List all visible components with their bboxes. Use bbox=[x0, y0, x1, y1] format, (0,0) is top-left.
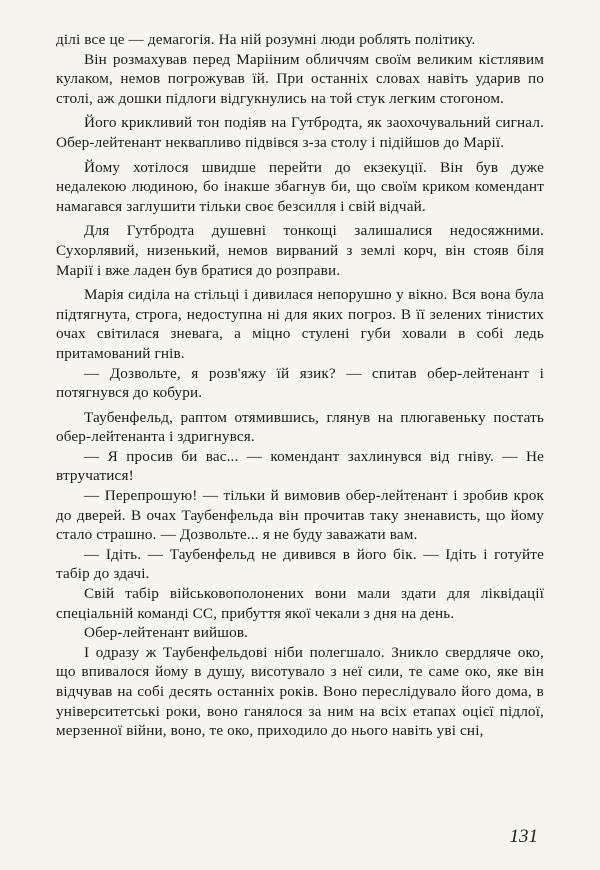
paragraph-11: — Ідіть. — Таубенфельд не дивився в його бік. — Ідіть і готуйте табір до здачі. bbox=[56, 545, 544, 583]
paragraph-8: Таубенфельд, раптом отямившись, глянув на плюгавенькy постать обер-лейтенанта і здригнувся. bbox=[56, 408, 544, 446]
paragraph-12: Свій табір військовополонених вони мали здати для ліквідації спеціальній команді СС, прибуття якої чекали з дня на день. bbox=[56, 585, 544, 622]
paragraph-3: Його крикливий тон подіяв на Гутбродта, як заохочувальний сигнал. Обер-лейтенант неквапливо підвівся з-за столу і підійшов до Марії. bbox=[56, 114, 544, 151]
page-number: 131 bbox=[509, 826, 538, 847]
paragraph-7: — Дозвольте, я розв'яжу їй язик? — спитав обер-лейтенант і потягнувся до кобури. bbox=[56, 364, 544, 402]
book-page-text bbox=[56, 30, 544, 741]
paragraph-1: ділі все це — демагогія. На ній розумні люди роблять політику. bbox=[56, 31, 476, 48]
paragraph-4: Йому хотілося швидше перейти до екзекуції. Він був дуже недалекою людиною, бо інакше збагнув би, що своїм криком комендант намагався заглушити тільки своє безсилля і свій відчай. bbox=[56, 158, 544, 215]
paragraph-6: Марія сиділа на стільці і дивилася непорушно у вікно. Вся вона була підтягнута, строга, недоступна ні для яких погроз. В її зелених тінистих очах світилася зневага, а міцно стулені губи ховали в собі ледь притамований гнів. bbox=[56, 286, 544, 362]
paragraph-14: І одразу ж Таубенфельдові ніби полегшало. Зникло свердляче око, що впивалося йому в душу, висотувало з неї сили, те саме око, яке він відчував на собі десять останніх років. Воно переслідувало його дома, в університетські роки, воно ганялося за ним на всіх етапах оцієї підлої, мерзенної війни, воно, те око, приходило до нього навіть уві сні, bbox=[56, 643, 544, 740]
paragraph-9: — Я просив би вас... — комендант захлинувся від гніву. — Не втручатися! bbox=[56, 447, 544, 485]
paragraph-5: Для Гутбродта душевні тонкощі залишалися недосяжними. Сухорлявий, низенький, немов вирваний з землі корч, він стояв біля Марії і вже ладен був братися до розправи. bbox=[56, 222, 544, 279]
paragraph-10: — Перепрошую! — тільки й вимовив обер-лейтенант і зробив крок до дверей. В очах Таубенфельда він прочитав таку зненависть, що йому стало страшно. — Дозвольте... я не буду заважати вам. bbox=[56, 487, 544, 544]
paragraph-13: Обер-лейтенант вийшов. bbox=[84, 624, 249, 642]
paragraph-2: Він розмахував перед Марііним обличчям своїм великим кістлявим кулаком, немов погрожував їй. При останніх словах навіть ударив по столі, аж дошки підлоги відгукнулись на той стук легким стогоном. bbox=[56, 50, 544, 107]
